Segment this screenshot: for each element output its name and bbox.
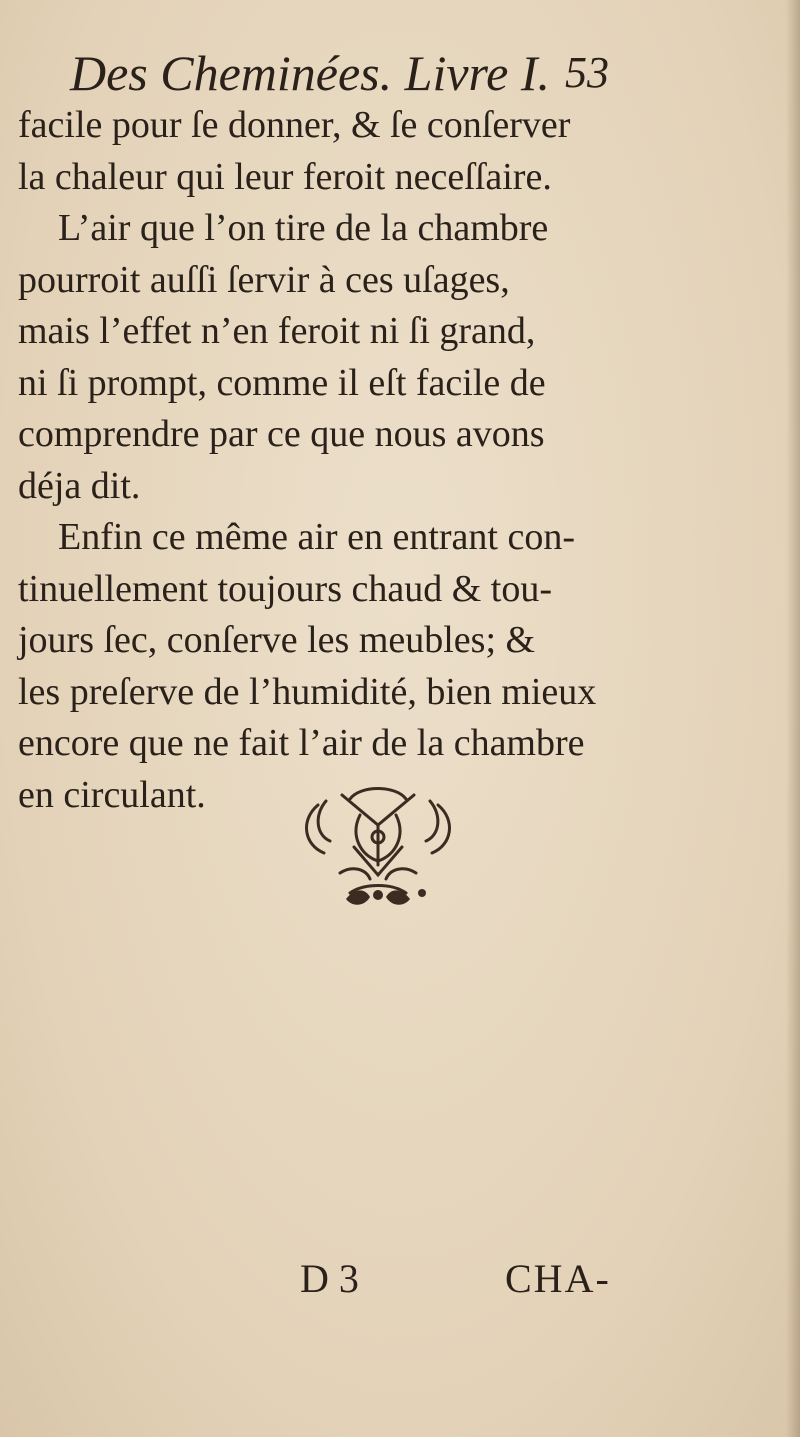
text-line: facile pour ſe donner, & ſe conſerver xyxy=(18,104,571,146)
page-header xyxy=(70,38,670,108)
fleuron-ornament xyxy=(290,775,465,915)
text-line: les preſerve de l’humidité, bien mieux xyxy=(18,670,597,713)
paragraph-start-line: Enfin ce même air en entrant con- xyxy=(58,516,575,558)
text-line: déja dit. xyxy=(18,464,141,507)
text-line: tinuellement toujours chaud & tou- xyxy=(18,567,553,610)
body-text xyxy=(18,100,788,821)
running-title: Des Cheminées. Livre I. xyxy=(70,45,550,101)
paragraph-start-line: L’air que l’on tire de la chambre xyxy=(58,207,549,249)
text-line: jours ſec, conſerve les meubles; & xyxy=(18,619,536,661)
signature-mark: D 3 xyxy=(300,1256,359,1301)
text-line: mais l’effet n’en feroit ni ſi grand, xyxy=(18,310,536,352)
text-line: en circulant. xyxy=(18,773,206,816)
page-number: 53 xyxy=(565,48,609,97)
text-line: pourroit auſſi ſervir à ces uſages, xyxy=(18,258,510,301)
text-line: encore que ne fait l’air de la chambre xyxy=(18,722,585,764)
text-line: la chaleur qui leur feroit neceſſaire. xyxy=(18,155,552,198)
page-edge-shadow xyxy=(786,0,800,1437)
text-line: comprendre par ce que nous avons xyxy=(18,413,545,455)
catchword: CHA- xyxy=(505,1256,611,1301)
page-footer xyxy=(0,1255,800,1315)
text-line: ni ſi prompt, comme il eſt facile de xyxy=(18,361,546,404)
